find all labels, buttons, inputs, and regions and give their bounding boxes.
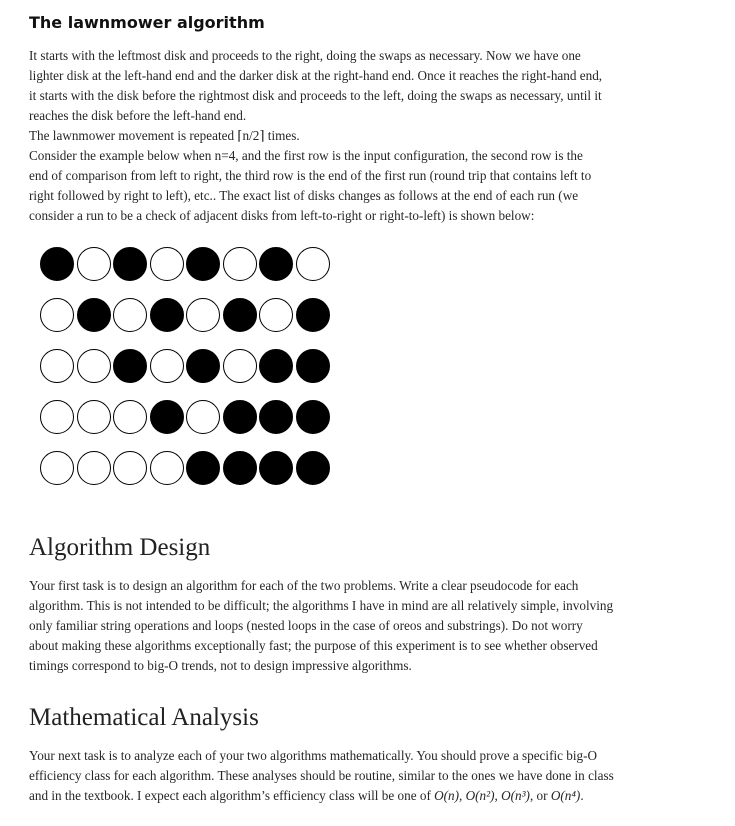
dark-disk — [113, 247, 147, 281]
text-line: consider a run to be a check of adjacent disks from left-to-right or right-to-left) is shown below: — [29, 208, 535, 223]
light-disk — [113, 400, 147, 434]
disk-row — [40, 247, 340, 283]
text-line: timings correspond to big-O trends, not to design impressive algorithms. — [29, 658, 412, 673]
dark-disk — [150, 298, 184, 332]
or-word: or — [536, 788, 548, 803]
light-disk — [223, 247, 257, 281]
dark-disk — [186, 451, 220, 485]
light-disk — [186, 298, 220, 332]
dark-disk — [259, 451, 293, 485]
dark-disk — [186, 349, 220, 383]
dark-disk — [296, 298, 330, 332]
dark-disk — [223, 451, 257, 485]
text-line: Your next task is to analyze each of your two algorithms mathematically. You should prove a specific big-O — [29, 748, 598, 763]
disk-row — [40, 298, 340, 334]
dark-disk — [186, 247, 220, 281]
dark-disk — [296, 349, 330, 383]
algorithm-design-heading: Algorithm Design — [29, 534, 211, 561]
light-disk — [40, 451, 74, 485]
mathematical-analysis-heading: Mathematical Analysis — [29, 704, 259, 731]
dark-disk — [259, 400, 293, 434]
text-line: it starts with the disk before the rightmost disk and proceeds to the left, doing the swaps as necessary, until it — [29, 88, 602, 103]
light-disk — [113, 298, 147, 332]
light-disk — [40, 400, 74, 434]
dark-disk — [296, 451, 330, 485]
text-line: reaches the disk before the left-hand end. — [29, 108, 247, 123]
class-o-n2: O(n²) — [465, 788, 495, 803]
light-disk — [77, 451, 111, 485]
text-line: only familiar string operations and loops (nested loops in the case of oreos and substrings). Do not worry — [29, 618, 583, 633]
text-line: The lawnmower movement is repeated ⌈n/2⌉ times. — [29, 128, 300, 143]
lawnmower-description — [29, 46, 654, 226]
light-disk — [259, 298, 293, 332]
dark-disk — [40, 247, 74, 281]
dark-disk — [296, 400, 330, 434]
text-line: end of comparison from left to right, the third row is the end of the first run (round trip that contains left to — [29, 168, 592, 183]
disk-row — [40, 349, 340, 385]
light-disk — [223, 349, 257, 383]
light-disk — [77, 247, 111, 281]
text-line: It starts with the leftmost disk and proceeds to the right, doing the swaps as necessary. Now we have one — [29, 48, 581, 63]
text-line: about making these algorithms exceptionally fast; the purpose of this experiment is to see whether observed — [29, 638, 598, 653]
light-disk — [77, 400, 111, 434]
algorithm-design-text — [29, 576, 654, 676]
text-line-with-classes: and in the textbook. I expect each algorithm’s efficiency class will be one of O(n), O(n²), O(n³), or O(n⁴). — [29, 788, 584, 803]
text-line: lighter disk at the left-hand end and the darker disk at the right-hand end. Once it reaches the right-hand end, — [29, 68, 603, 83]
dark-disk — [223, 298, 257, 332]
light-disk — [77, 349, 111, 383]
disk-row — [40, 451, 340, 487]
light-disk — [186, 400, 220, 434]
light-disk — [40, 298, 74, 332]
light-disk — [150, 247, 184, 281]
mathematical-analysis-text — [29, 746, 654, 806]
text-line: efficiency class for each algorithm. These analyses should be routine, similar to the ones we have done in class — [29, 768, 614, 783]
dark-disk — [77, 298, 111, 332]
text-line: algorithm. This is not intended to be difficult; the algorithms I have in mind are all relatively simple, involving — [29, 598, 614, 613]
light-disk — [113, 451, 147, 485]
lawnmower-title: The lawnmower algorithm — [29, 13, 265, 32]
light-disk — [40, 349, 74, 383]
dark-disk — [150, 400, 184, 434]
dark-disk — [223, 400, 257, 434]
dark-disk — [113, 349, 147, 383]
class-o-n: O(n) — [434, 788, 460, 803]
disk-illustration — [40, 247, 340, 502]
disk-row — [40, 400, 340, 436]
dark-disk — [259, 247, 293, 281]
text-line: Consider the example below when n=4, and the first row is the input configuration, the second row is the — [29, 148, 583, 163]
light-disk — [296, 247, 330, 281]
light-disk — [150, 451, 184, 485]
class-o-n3: O(n³) — [501, 788, 530, 803]
dark-disk — [259, 349, 293, 383]
text-line: Your first task is to design an algorithm for each of the two problems. Write a clear pseudocode for each — [29, 578, 579, 593]
text-line: right followed by right to left), etc.. The exact list of disks changes as follows at the end of each run (we — [29, 188, 579, 203]
light-disk — [150, 349, 184, 383]
class-o-n4: O(n⁴) — [550, 788, 581, 803]
text-prefix: and in the textbook. I expect each algorithm’s efficiency class will be one of — [29, 788, 431, 803]
